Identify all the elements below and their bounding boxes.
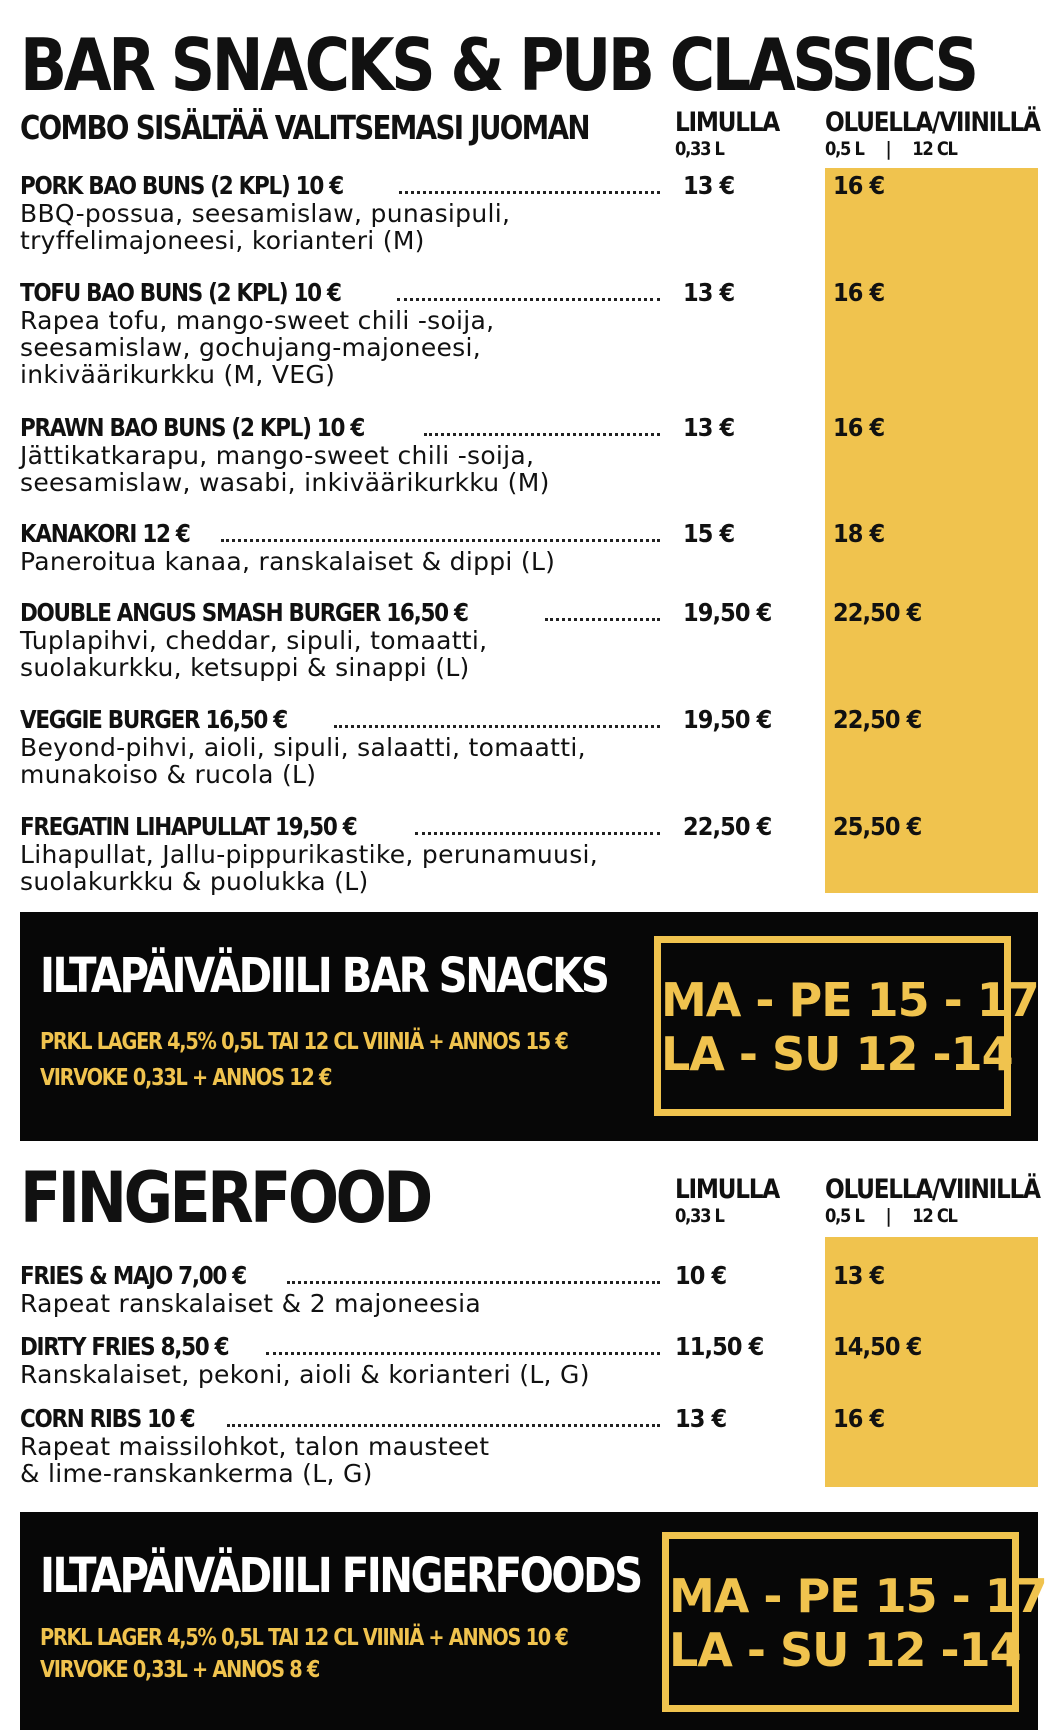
leader-dots — [221, 539, 660, 542]
leader-dots — [266, 1352, 660, 1355]
banner-hours-weekday: MA - PE 15 - 17 — [669, 1569, 1047, 1623]
item-name: PORK BAO BUNS (2 KPL) 10 € — [20, 171, 343, 200]
item-description: Beyond-pihvi, aioli, sipuli, salaatti, tomaatti, — [20, 733, 586, 762]
item-description: seesamislaw, wasabi, inkiväärikurkku (M) — [20, 468, 550, 497]
price-beer-wine: 25,50 € — [833, 812, 922, 841]
price-beer-wine: 16 € — [833, 1404, 885, 1433]
price-soda: 13 € — [683, 171, 735, 200]
item-name: CORN RIBS 10 € — [20, 1404, 195, 1433]
menu-item — [20, 414, 660, 496]
item-description: inkiväärikurkku (M, VEG) — [20, 360, 336, 389]
item-description: Lihapullat, Jallu-pippurikastike, perunamuusi, — [20, 840, 599, 869]
column-label: LIMULLA — [675, 107, 779, 138]
happy-hour-banner-bar-snacks — [20, 912, 1038, 1141]
price-beer-wine: 16 € — [833, 413, 885, 442]
item-name-row — [20, 1405, 660, 1433]
banner-hours-weekend: LA - SU 12 -14 — [669, 1623, 1021, 1677]
price-soda: 19,50 € — [683, 705, 772, 734]
leader-dots — [399, 191, 660, 194]
menu-item — [20, 279, 660, 388]
leader-dots — [397, 298, 660, 301]
menu-item — [20, 1262, 660, 1317]
item-name-row — [20, 599, 660, 627]
item-description: Rapeat maissilohkot, talon mausteet — [20, 1432, 490, 1461]
item-description: BBQ-possua, seesamislaw, punasipuli, — [20, 199, 511, 228]
banner-deal-line: PRKL LAGER 4,5% 0,5L TAI 12 CL VIINIÄ + ANNOS 10 € — [40, 1625, 568, 1651]
item-description: & lime-ranskankerma (L, G) — [20, 1459, 373, 1488]
item-name: KANAKORI 12 € — [20, 519, 190, 548]
item-name: FREGATIN LIHAPULLAT 19,50 € — [20, 812, 357, 841]
item-name-row — [20, 279, 660, 307]
item-name: FRIES & MAJO 7,00 € — [20, 1261, 246, 1290]
item-description: Rapeat ranskalaiset & 2 majoneesia — [20, 1289, 481, 1318]
leader-dots — [424, 433, 660, 436]
menu-item — [20, 813, 660, 895]
price-soda: 10 € — [675, 1261, 727, 1290]
price-beer-wine: 22,50 € — [833, 705, 922, 734]
item-name-row — [20, 172, 660, 200]
section-title-fingerfood: FINGERFOOD — [20, 1157, 430, 1239]
item-description: munakoiso & rucola (L) — [20, 760, 317, 789]
item-description: suolakurkku & puolukka (L) — [20, 867, 369, 896]
price-soda: 13 € — [675, 1404, 727, 1433]
column-volume: 0,33 L — [675, 1205, 724, 1227]
column-label: OLUELLA/VIINILLÄ — [825, 1174, 1040, 1205]
item-name-row — [20, 520, 660, 548]
price-beer-wine: 16 € — [833, 278, 885, 307]
item-name: DOUBLE ANGUS SMASH BURGER 16,50 € — [20, 598, 468, 627]
column-header-beer-wine — [825, 1175, 1040, 1227]
column-volume: 0,5 L | 12 CL — [825, 138, 957, 160]
item-description: seesamislaw, gochujang-majoneesi, — [20, 333, 481, 362]
column-volume: 0,33 L — [675, 138, 724, 160]
item-name: TOFU BAO BUNS (2 KPL) 10 € — [20, 278, 341, 307]
banner-hours-weekday: MA - PE 15 - 17 — [661, 973, 1039, 1027]
leader-dots — [545, 618, 660, 621]
banner-hours-box — [662, 1532, 1047, 1712]
item-name-row — [20, 1262, 660, 1290]
item-description: Paneroitua kanaa, ranskalaiset & dippi (L) — [20, 547, 556, 576]
column-header-beer-wine — [825, 108, 1040, 160]
price-soda: 11,50 € — [675, 1332, 764, 1361]
combo-subtitle: COMBO SISÄLTÄÄ VALITSEMASI JUOMAN — [20, 108, 589, 147]
item-description: Tuplapihvi, cheddar, sipuli, tomaatti, — [20, 626, 488, 655]
column-header-soda — [675, 108, 779, 160]
section-title-bar-snacks: BAR SNACKS & PUB CLASSICS — [20, 23, 976, 107]
item-description: tryffelimajoneesi, korianteri (M) — [20, 226, 425, 255]
column-label: OLUELLA/VIINILLÄ — [825, 107, 1040, 138]
column-label: LIMULLA — [675, 1174, 779, 1205]
price-soda: 15 € — [683, 519, 735, 548]
item-description: suolakurkku, ketsuppi & sinappi (L) — [20, 653, 470, 682]
column-header-soda — [675, 1175, 779, 1227]
menu-item — [20, 1333, 660, 1388]
price-soda: 13 € — [683, 413, 735, 442]
banner-deal-line: VIRVOKE 0,33L + ANNOS 8 € — [40, 1657, 320, 1683]
menu-item — [20, 520, 660, 575]
price-beer-wine: 22,50 € — [833, 598, 922, 627]
banner-hours-weekend: LA - SU 12 -14 — [661, 1027, 1013, 1081]
price-beer-wine: 13 € — [833, 1261, 885, 1290]
menu-item — [20, 172, 660, 254]
banner-deal-line: VIRVOKE 0,33L + ANNOS 12 € — [40, 1065, 332, 1091]
happy-hour-banner-fingerfoods — [20, 1512, 1047, 1730]
menu-item — [20, 706, 660, 788]
item-description: Rapea tofu, mango-sweet chili -soija, — [20, 306, 495, 335]
item-name: DIRTY FRIES 8,50 € — [20, 1332, 229, 1361]
item-description: Jättikatkarapu, mango-sweet chili -soija, — [20, 441, 535, 470]
item-name: VEGGIE BURGER 16,50 € — [20, 705, 287, 734]
price-beer-wine: 18 € — [833, 519, 885, 548]
item-name-row — [20, 706, 660, 734]
price-beer-wine: 16 € — [833, 171, 885, 200]
banner-heading: ILTAPÄIVÄDIILI FINGERFOODS — [40, 1548, 641, 1604]
menu-item — [20, 599, 660, 681]
price-soda: 19,50 € — [683, 598, 772, 627]
item-name: PRAWN BAO BUNS (2 KPL) 10 € — [20, 413, 365, 442]
item-name-row — [20, 414, 660, 442]
leader-dots — [287, 1281, 660, 1284]
item-description: Ranskalaiset, pekoni, aioli & korianteri (L, G) — [20, 1360, 590, 1389]
leader-dots — [227, 1424, 660, 1427]
banner-hours-box — [654, 936, 1039, 1116]
column-volume: 0,5 L | 12 CL — [825, 1205, 957, 1227]
menu-item — [20, 1405, 660, 1487]
price-soda: 22,50 € — [683, 812, 772, 841]
item-name-row — [20, 1333, 660, 1361]
banner-deal-line: PRKL LAGER 4,5% 0,5L TAI 12 CL VIINIÄ + ANNOS 15 € — [40, 1029, 568, 1055]
item-name-row — [20, 813, 660, 841]
banner-heading: ILTAPÄIVÄDIILI BAR SNACKS — [40, 948, 608, 1004]
price-beer-wine: 14,50 € — [833, 1332, 922, 1361]
leader-dots — [334, 725, 660, 728]
leader-dots — [415, 832, 660, 835]
price-soda: 13 € — [683, 278, 735, 307]
